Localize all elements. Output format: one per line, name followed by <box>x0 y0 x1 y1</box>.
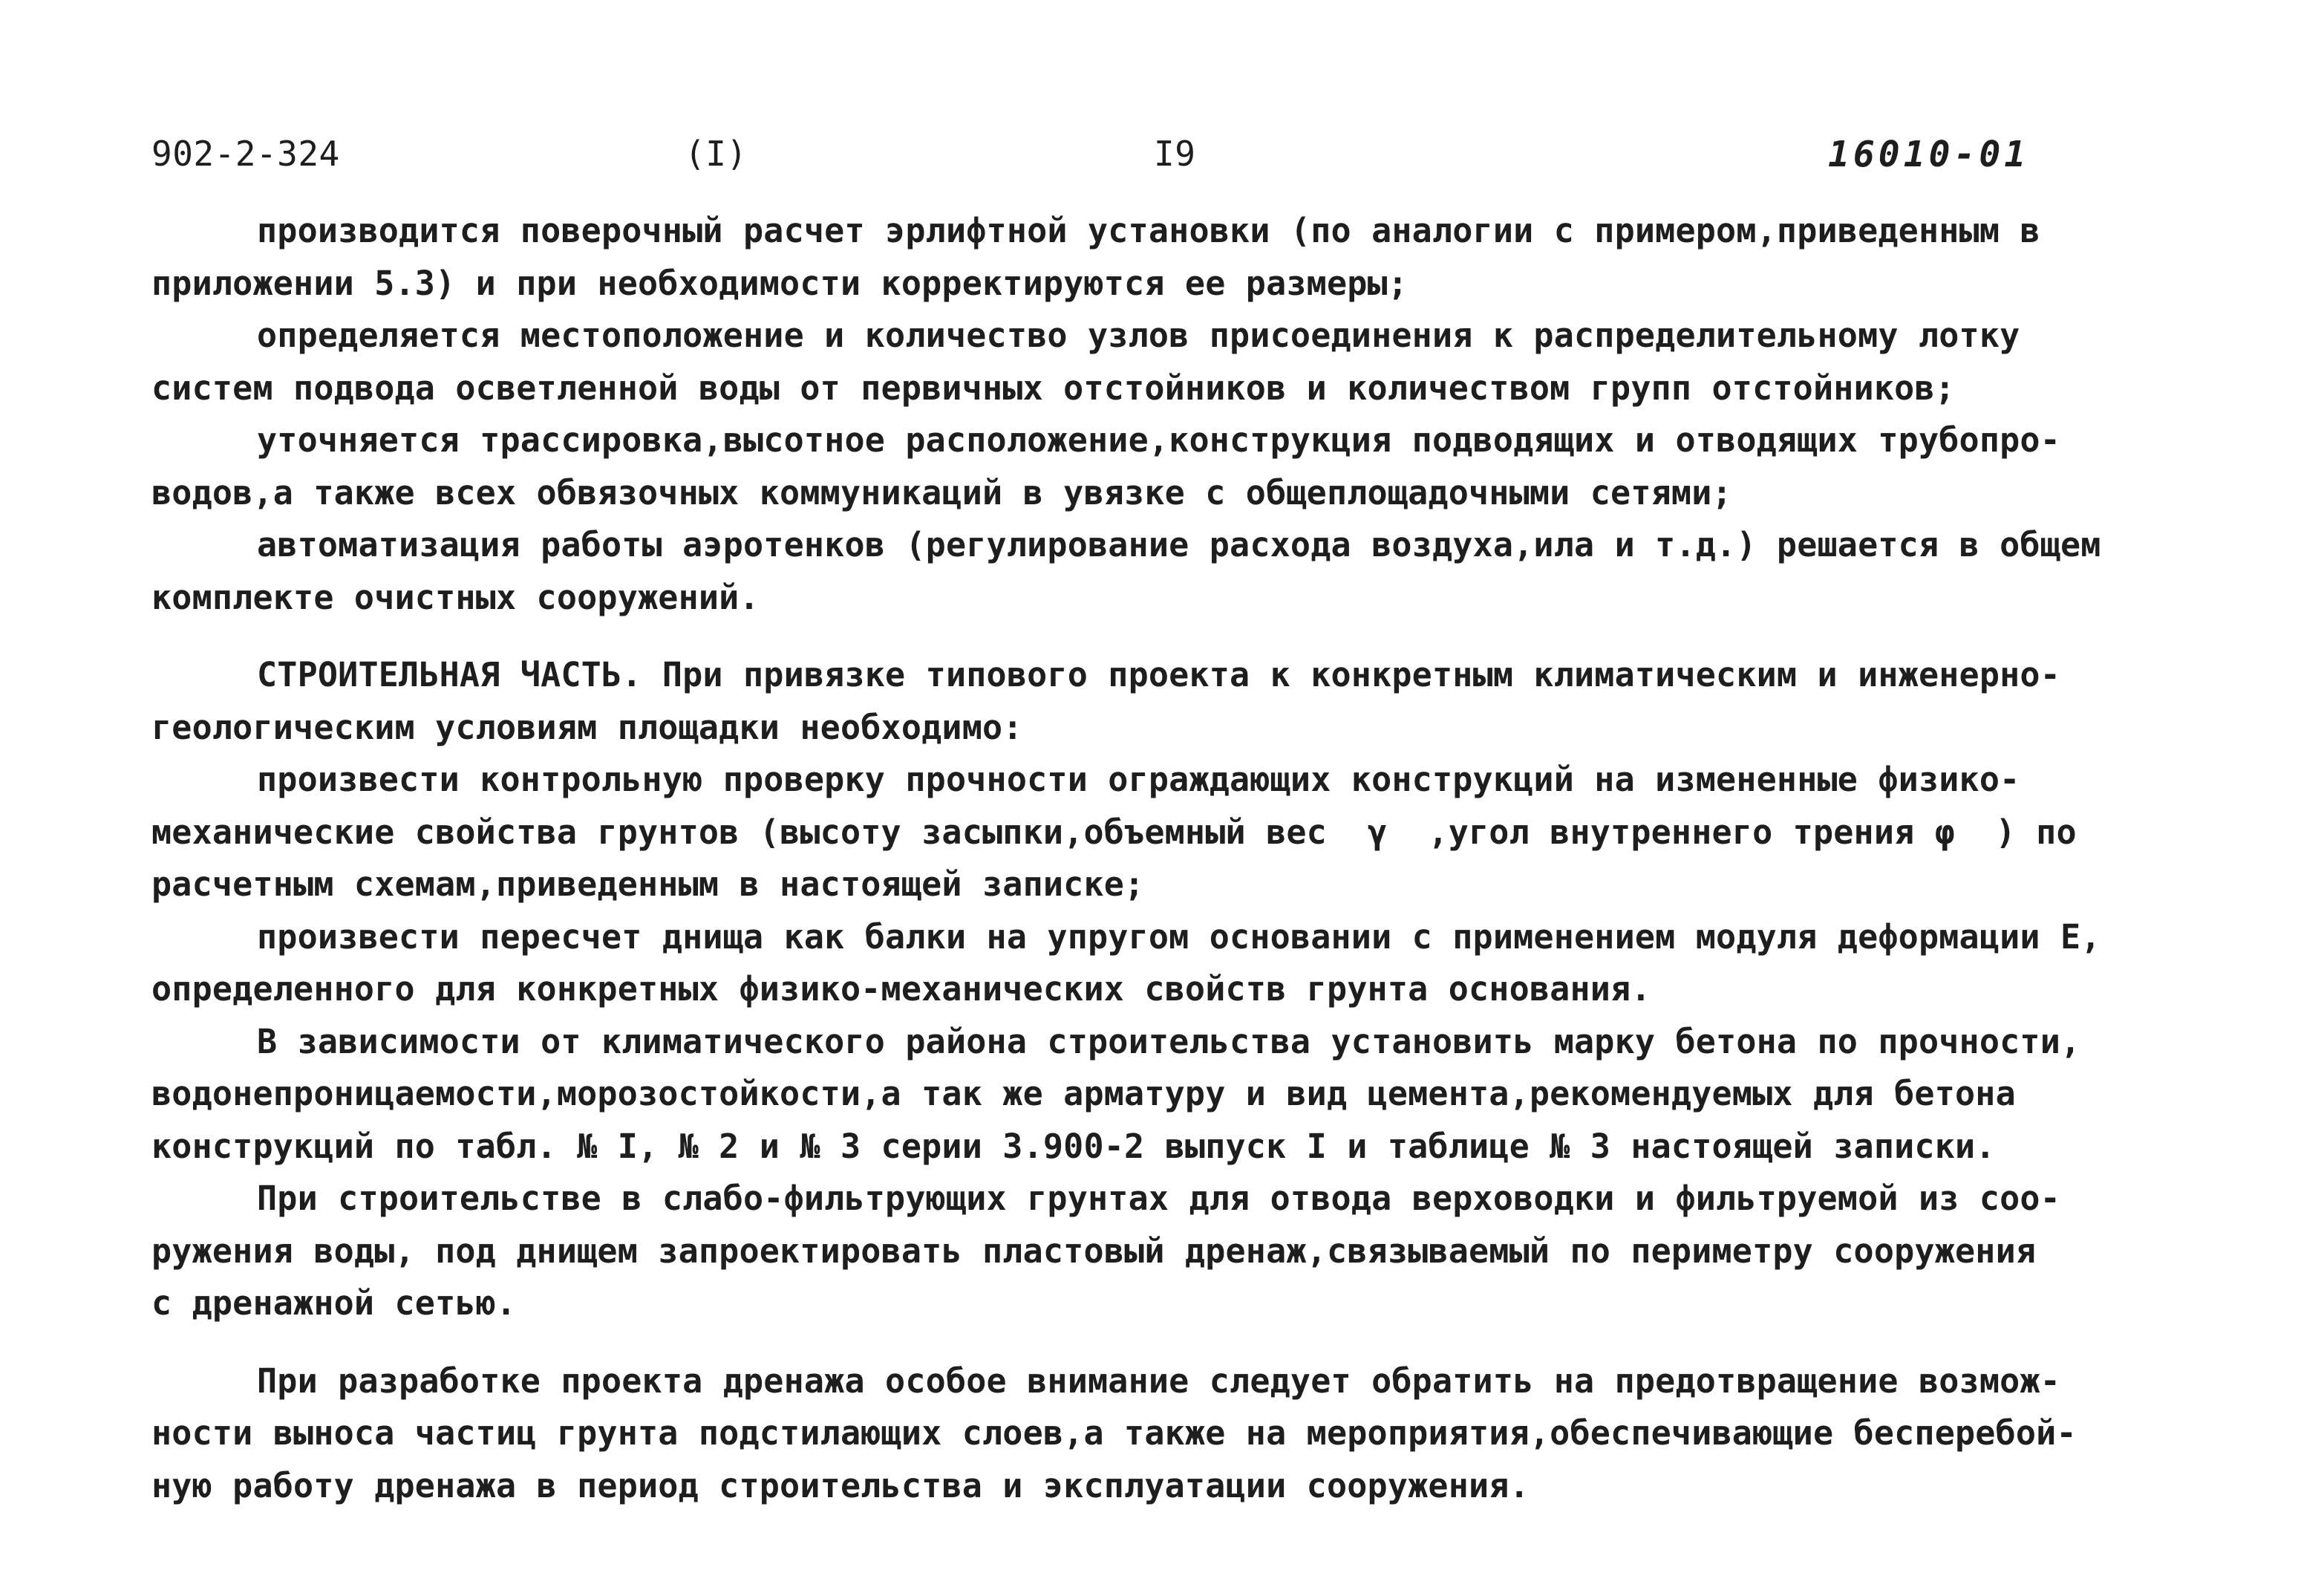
paragraph-gap <box>151 1330 2201 1355</box>
text-line: производится поверочный расчет эрлифтной установки (по аналогии с примером,приведенным в <box>257 211 2040 250</box>
text-line: определенного для конкретных физико-механических свойств грунта основания. <box>151 969 1651 1009</box>
text-line: ности выноса частиц грунта подстилающих слоев,а также на мероприятия,обеспечивающие бесперебой- <box>151 1413 2077 1453</box>
section-heading-line: СТРОИТЕЛЬНАЯ ЧАСТЬ. При привязке типового проекта к конкретным климатическим и инженерно- <box>257 655 2061 694</box>
text-line: произвести контрольную проверку прочности ограждающих конструкций на измененные физико- <box>257 760 2020 799</box>
paragraph-gap <box>151 624 2201 649</box>
text-line: автоматизация работы аэротенков (регулирование расхода воздуха,ила и т.д.) решается в общем <box>257 525 2101 564</box>
text-line: механические свойства грунтов (высоту засыпки,объемный вес γ ,угол внутреннего трения φ ) по <box>151 812 2077 852</box>
text-line: с дренажной сетью. <box>151 1283 517 1323</box>
text-line: приложении 5.3) и при необходимости корректируются ее размеры; <box>151 263 1409 303</box>
text-line: водов,а также всех обвязочных коммуникаций в увязке с общеплощадочными сетями; <box>151 472 1732 512</box>
text-line: В зависимости от климатического района строительства установить марку бетона по прочности, <box>257 1021 2081 1061</box>
body-text <box>151 205 2201 1512</box>
text-line: определяется местоположение и количество узлов присоединения к распределительному лотку <box>257 316 2020 355</box>
text-line: систем подвода осветленной воды от первичных отстойников и количеством групп отстойников; <box>151 368 1956 408</box>
text-line: При строительстве в слабо-фильтрующих грунтах для отвода верховодки и фильтруемой из соо- <box>257 1179 2061 1218</box>
text-line: уточняется трассировка,высотное расположение,конструкция подводящих и отводящих трубопро- <box>257 420 2061 460</box>
text-line: ружения воды, под днищем запроектировать пластовый дренаж,связываемый по периметру сооружения <box>151 1231 2037 1271</box>
text-line: комплекте очистных сооружений. <box>151 577 760 617</box>
text-line: водонепроницаемости,морозостойкости,а так же арматуру и вид цемента,рекомендуемых для бетона <box>151 1074 2016 1113</box>
document-code: 902-2-324 <box>151 134 340 174</box>
page-number: I9 <box>1154 134 1196 174</box>
document-part: (I) <box>685 134 748 174</box>
text-line: ную работу дренажа в период строительства и эксплуатации сооружения. <box>151 1465 1530 1505</box>
text-line: произвести пересчет днища как балки на упругом основании с применением модуля деформации Е, <box>257 916 2101 957</box>
handwritten-doc-number: 16010-01 <box>1828 134 2030 175</box>
text-line: конструкций по табл. № I, № 2 и № 3 серии 3.900-2 выпуск I и таблице № 3 настоящей записки. <box>151 1126 1996 1166</box>
text-line: При разработке проекта дренажа особое внимание следует обратить на предотвращение возмож- <box>257 1361 2061 1401</box>
text-line: геологическим условиям площадки необходимо: <box>151 707 1023 747</box>
text-line: расчетным схемам,приведенным в настоящей записке; <box>151 864 1145 904</box>
